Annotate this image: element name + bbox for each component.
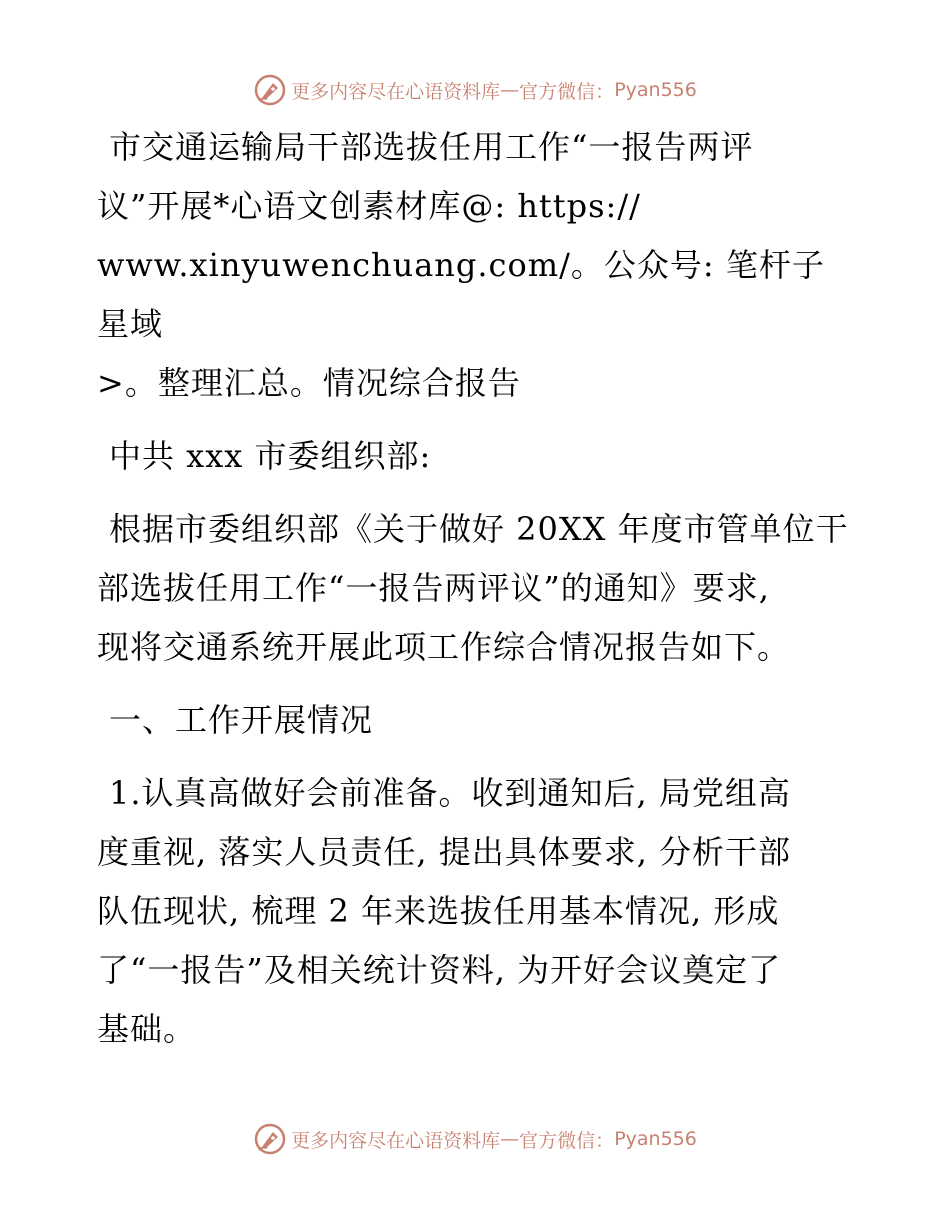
footer-banner bbox=[0, 1119, 950, 1159]
salutation bbox=[97, 427, 857, 486]
document-title bbox=[97, 118, 857, 413]
item1-line: 了“一报告”及相关统计资料, 为开好会议奠定了 bbox=[97, 951, 782, 989]
document-body bbox=[97, 118, 857, 1073]
intro-line: 根据市委组织部《关于做好 20XX 年度市管单位干 bbox=[109, 510, 849, 548]
intro-line: 部选拔任用工作“一报告两评议”的通知》要求, bbox=[97, 569, 770, 607]
title-line: 议”开展*心语文创素材库@: https:// bbox=[97, 187, 641, 225]
banner-separator: — bbox=[500, 79, 520, 101]
banner-separator: — bbox=[500, 1128, 520, 1150]
item1-line: 队伍现状, 梳理 2 年来选拔任用基本情况, 形成 bbox=[97, 892, 780, 930]
banner-wechat-id: Pyan556 bbox=[614, 1128, 697, 1150]
item1-line: 1.认真高做好会前准备。收到通知后, 局党组高 bbox=[109, 774, 791, 812]
pen-nib-logo-icon bbox=[253, 1122, 287, 1156]
banner-text: 更多内容尽在心语资料库 bbox=[291, 1129, 501, 1152]
intro-line: 现将交通系统开展此项工作综合情况报告如下。 bbox=[97, 628, 791, 666]
section-heading-text: 一、工作开展情况 bbox=[109, 701, 374, 739]
section-heading bbox=[97, 691, 857, 750]
title-line: 市交通运输局干部选拔任用工作“一报告两评 bbox=[109, 128, 754, 166]
banner-wechat-id: Pyan556 bbox=[614, 79, 697, 101]
title-line: www.xinyuwenchuang.com/。公众号: 笔杆子星域 bbox=[97, 246, 825, 343]
intro-paragraph bbox=[97, 500, 857, 677]
salutation-text: 中共 xxx 市委组织部: bbox=[109, 437, 432, 475]
banner-wechat-label: 官方微信： bbox=[519, 80, 615, 103]
item1-paragraph bbox=[97, 764, 857, 1059]
header-banner bbox=[0, 70, 950, 110]
pen-nib-logo-icon bbox=[253, 73, 287, 107]
item1-line: 度重视, 落实人员责任, 提出具体要求, 分析干部 bbox=[97, 833, 792, 871]
item1-line: 基础。 bbox=[97, 1010, 197, 1048]
banner-text: 更多内容尽在心语资料库 bbox=[291, 80, 501, 103]
title-line: >。整理汇总。情况综合报告 bbox=[97, 364, 521, 402]
banner-wechat-label: 官方微信： bbox=[519, 1129, 615, 1152]
